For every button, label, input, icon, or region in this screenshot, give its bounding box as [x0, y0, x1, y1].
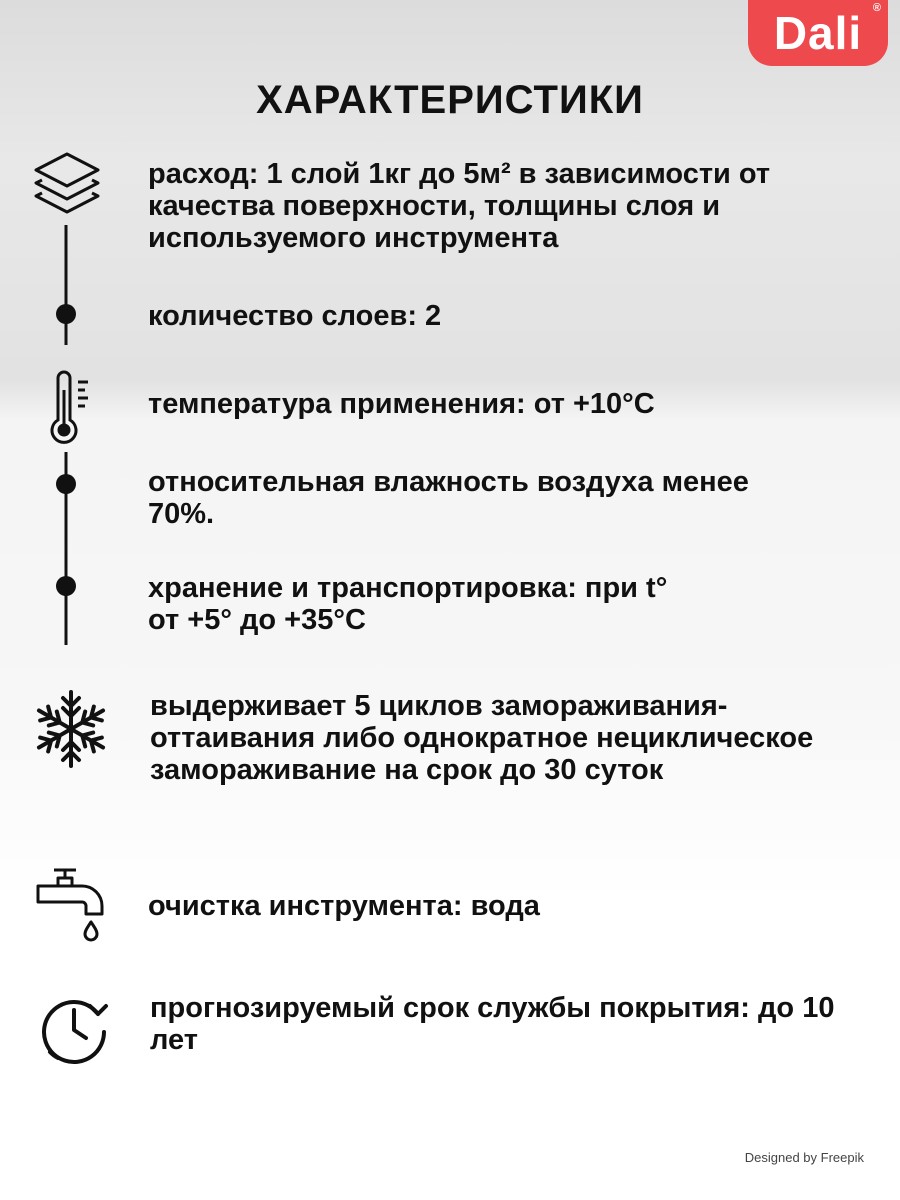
timeline	[0, 0, 140, 700]
brand-logo	[748, 0, 888, 66]
item-storage: хранение и транспортировка: при t° от +5° до +35°С	[148, 572, 668, 636]
thermometer-icon	[44, 370, 96, 448]
timeline-dot	[56, 304, 76, 324]
item-consumption: расход: 1 слой 1кг до 5м² в зависимости от качества поверхности, толщины слоя и используемого инструмента	[148, 158, 771, 254]
clock-cycle-icon	[36, 990, 112, 1066]
item-tool-cleaning: очистка инструмента: вода	[148, 890, 540, 922]
registered-mark: ®	[872, 2, 882, 14]
page-title: ХАРАКТЕРИСТИКИ	[256, 78, 644, 122]
item-freeze-thaw: выдерживает 5 циклов замораживания-оттаивания либо однократное нециклическое замораживание на срок до 30 суток	[150, 690, 814, 786]
brand-name: Dali	[773, 7, 863, 59]
item-layers-count: количество слоев: 2	[148, 300, 442, 332]
faucet-icon	[34, 866, 110, 944]
item-service-life: прогнозируемый срок службы покрытия: до 10 лет	[150, 992, 835, 1056]
timeline-dot	[56, 576, 76, 596]
timeline-dot	[56, 474, 76, 494]
designer-credit: Designed by Freepik	[744, 1150, 864, 1165]
item-application-temperature: температура применения: от +10°С	[148, 388, 655, 420]
snowflake-icon	[30, 688, 112, 770]
layers-icon	[32, 150, 102, 220]
item-humidity: относительная влажность воздуха менее 70%.	[148, 466, 749, 530]
